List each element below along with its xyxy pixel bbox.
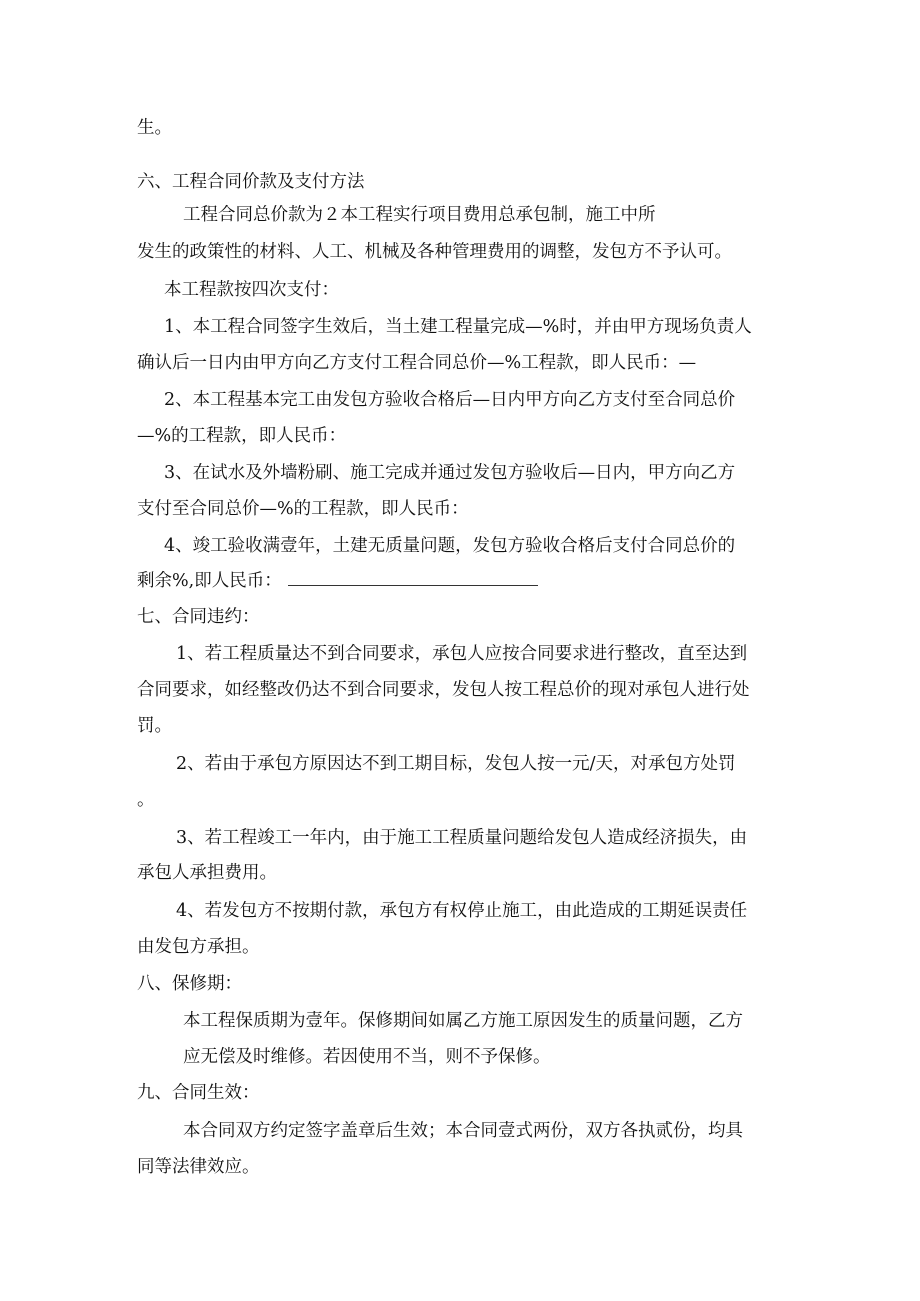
- section-heading-7: 七、合同违约：: [137, 607, 260, 627]
- text-line: 应无偿及时维修。若因使用不当，则不予保修。: [183, 1047, 551, 1067]
- text-line: 1、若工程质量达不到合同要求，承包人应按合同要求进行整改，直至达到: [176, 644, 748, 664]
- text-line: 确认后一日内由甲方向乙方支付工程合同总价—%工程款，即人民币：—: [137, 353, 697, 373]
- section-heading-6: 六、工程合同价款及支付方法: [137, 172, 365, 192]
- text-line: 3、若工程竣工一年内，由于施工工程质量问题给发包人造成经济损失，由: [176, 828, 748, 848]
- section-heading-9: 九、合同生效：: [137, 1083, 260, 1103]
- fill-in-blank-line: [288, 570, 538, 586]
- text-line: 同等法律效应。: [137, 1157, 260, 1177]
- text-line: 2、若由于承包方原因达不到工期目标，发包人按一元/天，对承包方处罚: [176, 754, 736, 774]
- text-line: 支付至合同总价—%的工程款，即人民币：: [137, 499, 469, 519]
- text-line: 本合同双方约定签字盖章后生效；本合同壹式两份，双方各执贰份，均具: [183, 1121, 743, 1141]
- text-line: 4、竣工验收满壹年，土建无质量问题，发包方验收合格后支付合同总价的: [164, 536, 736, 556]
- text-line: 发生的政策性的材料、人工、机械及各种管理费用的调整，发包方不予认可。: [137, 242, 732, 262]
- text-line: 工程合同总价款为２本工程实行项目费用总承包制，施工中所: [183, 205, 656, 225]
- text-line: 2、本工程基本完工由发包方验收合格后—日内甲方向乙方支付至合同总价: [164, 390, 736, 410]
- section-heading-8: 八、保修期：: [137, 974, 242, 994]
- text-line: 由发包方承担。: [137, 937, 260, 957]
- text-line: 3、在试水及外墙粉刷、施工完成并通过发包方验收后—日内，甲方向乙方: [164, 463, 736, 483]
- text-line: 1、本工程合同签字生效后，当土建工程量完成—%时，并由甲方现场负责人: [164, 317, 752, 337]
- text-line: 承包人承担费用。: [137, 863, 277, 883]
- text-line: 生。: [137, 118, 172, 138]
- text-segment: 剩余%,即人民币：: [137, 571, 282, 591]
- text-line: 4、若发包方不按期付款，承包方有权停止施工，由此造成的工期延误责任: [176, 901, 748, 921]
- text-line: 本工程保质期为壹年。保修期间如属乙方施工原因发生的质量问题，乙方: [183, 1011, 743, 1031]
- text-line: 合同要求，如经整改仍达不到合同要求，发包人按工程总价的现对承包人进行处: [137, 680, 750, 700]
- text-line: 罚。: [137, 716, 172, 736]
- text-line: 。: [137, 790, 155, 810]
- text-line-with-blank: [137, 570, 538, 592]
- text-line: 本工程款按四次支付：: [164, 280, 339, 300]
- text-line: —%的工程款，即人民币：: [137, 426, 347, 446]
